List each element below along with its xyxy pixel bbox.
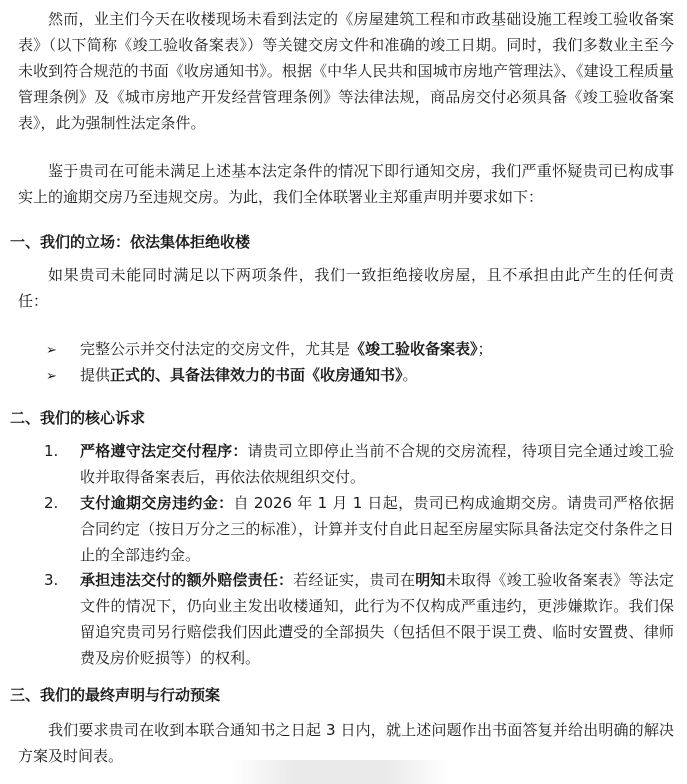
demand-title: 严格遵守法定交付程序： (80, 442, 248, 460)
item-number: 2. (44, 494, 59, 512)
intro-paragraph-2: 鉴于贵司在可能未满足上述基本法定条件的情况下即行通知交房，我们严重怀疑贵司已构成事实上的逾期交房乃至违规交房。为此，我们全体联署业主郑重声明并要求如下： (18, 162, 674, 206)
bullet-tail: 。 (402, 366, 418, 384)
demand-text: 请贵司立即停止当前不合规的交房流程，待项目完全通过竣工验收并取得备案表后，再依法依规组织交付。 (80, 442, 674, 486)
demand-text-b: 未取得《竣工验收备案表》等法定文件的情况下，仍向业主发出收楼通知，此行为不仅构成严重违约，更涉嫌欺诈。我们保留追究贵司另行赔偿我们因此遭受的全部损失（包括但不限于误工费、临时安置费、律师费及房价贬损等）的权利。 (80, 571, 674, 667)
bullet-bold-text: 正式的、具备法律效力的书面《收房通知书》 (110, 366, 403, 384)
bullet-item (46, 362, 666, 390)
bullet-text: 完整公示并交付法定的交房文件，尤其是 (80, 340, 351, 358)
demand-text-a: 若经证实，贵司在 (293, 571, 416, 589)
demand-item-2 (44, 490, 674, 568)
item-number: 3. (44, 571, 59, 589)
arrow-bullet-icon: ➢ (46, 369, 57, 384)
section-1-text: 如果贵司未能同时满足以下两项条件，我们一致拒绝接收房屋，且不承担由此产生的任何责任： (18, 266, 674, 310)
section-3-heading: 三、我们的最终声明与行动预案 (10, 686, 221, 704)
bullet-item (46, 336, 666, 364)
demand-text: 自 2026 年 1 月 1 日起，贵司已构成逾期交房。请贵司严格依据合同约定（按日万分之三的标准），计算并支付自此日起至房屋实际具备法定交付条件之日止的全部违约金。 (80, 494, 674, 564)
demand-title: 支付逾期交房违约金： (80, 494, 234, 512)
section-2-heading: 二、我们的核心诉求 (10, 409, 146, 427)
arrow-bullet-icon: ➢ (46, 343, 57, 358)
watermark-overlay (230, 760, 450, 784)
section-1-heading: 一、我们的立场：依法集体拒绝收楼 (10, 233, 251, 251)
demand-emphasis: 明知 (415, 571, 446, 589)
bullet-text: 提供 (80, 366, 111, 384)
demand-item-3 (44, 567, 674, 671)
demand-item-1 (44, 438, 674, 490)
section-3-text: 我们要求贵司在收到本联合通知书之日起 3 日内，就上述问题作出书面答复并给出明确的解决方案及时间表。 (18, 721, 674, 765)
demand-title: 承担违法交付的额外赔偿责任： (80, 571, 294, 589)
bullet-tail: ； (477, 340, 493, 358)
intro-paragraph-1: 然而，业主们今天在收楼现场未看到法定的《房屋建筑工程和市政基础设施工程竣工验收备案表》（以下简称《竣工验收备案表》）等关键交房文件和准确的竣工日期。同时，我们多数业主至今未收到符合规范的书面《收房通知书》。根据《中华人民共和国城市房地产管理法》、《建设工程质量管理条例》及《城市房地产开发经营管理条例》等法律法规，商品房交付必须具备《竣工验收备案表》，此为强制性法定条件。 (18, 10, 674, 132)
bullet-bold-text: 《竣工验收备案表》 (350, 340, 478, 358)
item-number: 1. (44, 442, 59, 460)
